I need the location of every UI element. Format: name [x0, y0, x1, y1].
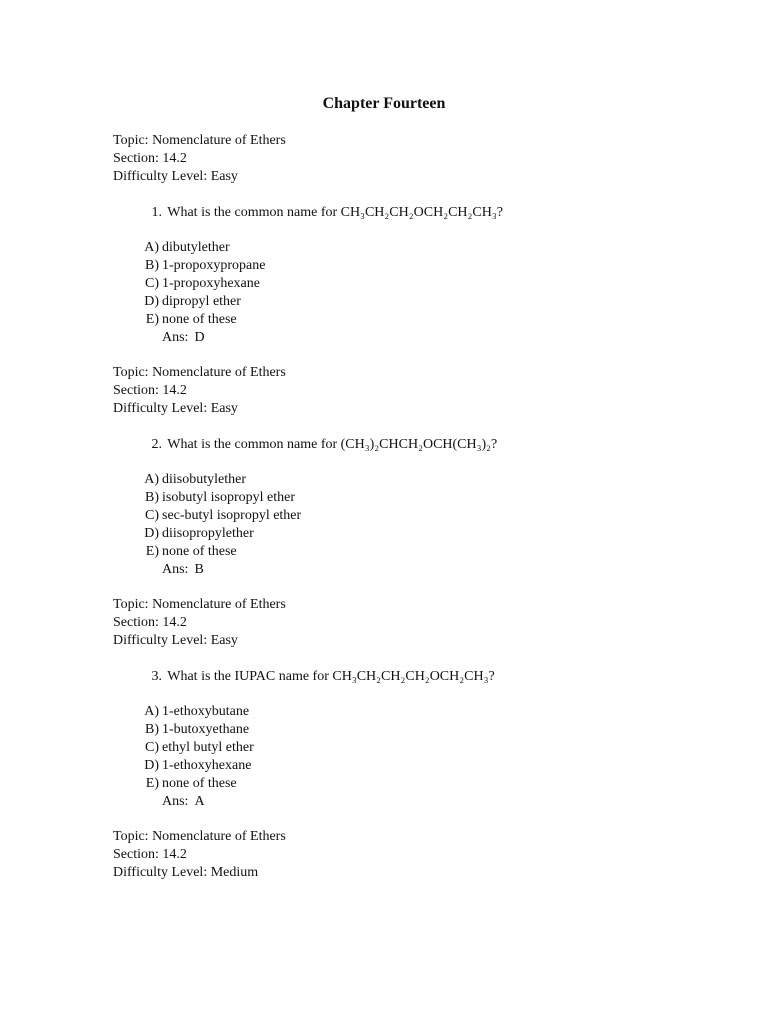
section-line: Section: 14.2: [113, 383, 187, 398]
topic-line: Topic: Nomenclature of Ethers: [113, 133, 286, 148]
option-b: B) 1-butoxyethane: [145, 722, 250, 737]
answer-options: [140, 703, 254, 811]
difficulty-line: Difficulty Level: Easy: [113, 401, 238, 416]
answer-key: Ans: D: [162, 330, 205, 345]
chapter-title: Chapter Fourteen: [322, 95, 446, 112]
question-3: [140, 668, 495, 686]
option-c: C) ethyl butyl ether: [145, 740, 254, 755]
question-text: What is the common name for CH₃CH₂CH₂OCH₂CH₂CH₃?: [167, 205, 503, 220]
question-metadata: [113, 132, 286, 186]
option-b: B) 1-propoxypropane: [145, 258, 266, 273]
question-metadata: [113, 364, 286, 418]
section-line: Section: 14.2: [113, 151, 187, 166]
option-a: A) dibutylether: [144, 240, 230, 255]
answer-key: Ans: A: [162, 794, 205, 809]
answer-value: A: [194, 794, 205, 809]
question-metadata: [113, 828, 286, 882]
answer-options: [140, 471, 301, 579]
question-1: [140, 204, 503, 222]
section-line: Section: 14.2: [113, 615, 187, 630]
option-b: B) isobutyl isopropyl ether: [145, 490, 295, 505]
option-a: A) 1-ethoxybutane: [144, 704, 250, 719]
topic-line: Topic: Nomenclature of Ethers: [113, 365, 286, 380]
topic-line: Topic: Nomenclature of Ethers: [113, 597, 286, 612]
answer-key: Ans: B: [162, 562, 204, 577]
option-d: D) dipropyl ether: [144, 294, 241, 309]
question-number: 1.: [151, 205, 162, 220]
option-c: C) 1-propoxyhexane: [145, 276, 260, 291]
option-e: E) none of these: [145, 776, 237, 791]
section-line: Section: 14.2: [113, 847, 187, 862]
difficulty-line: Difficulty Level: Easy: [113, 633, 238, 648]
option-d: D) diisopropylether: [144, 526, 254, 541]
question-metadata: [113, 596, 286, 650]
topic-line: Topic: Nomenclature of Ethers: [113, 829, 286, 844]
question-text: What is the IUPAC name for CH₃CH₂CH₂CH₂OCH₂CH₃?: [167, 669, 495, 684]
option-e: E) none of these: [145, 312, 237, 327]
answer-value: D: [194, 330, 205, 345]
difficulty-line: Difficulty Level: Medium: [113, 865, 259, 880]
answer-options: [140, 239, 265, 347]
option-e: E) none of these: [145, 544, 237, 559]
option-a: A) diisobutylether: [144, 472, 246, 487]
question-number: 3.: [151, 669, 162, 684]
question-number: 2.: [151, 437, 162, 452]
difficulty-line: Difficulty Level: Easy: [113, 169, 238, 184]
option-c: C) sec-butyl isopropyl ether: [145, 508, 302, 523]
option-d: D) 1-ethoxyhexane: [144, 758, 252, 773]
answer-value: B: [194, 562, 204, 577]
question-text: What is the common name for (CH₃)₂CHCH₂OCH(CH₃)₂?: [167, 437, 498, 452]
question-2: [140, 436, 497, 454]
